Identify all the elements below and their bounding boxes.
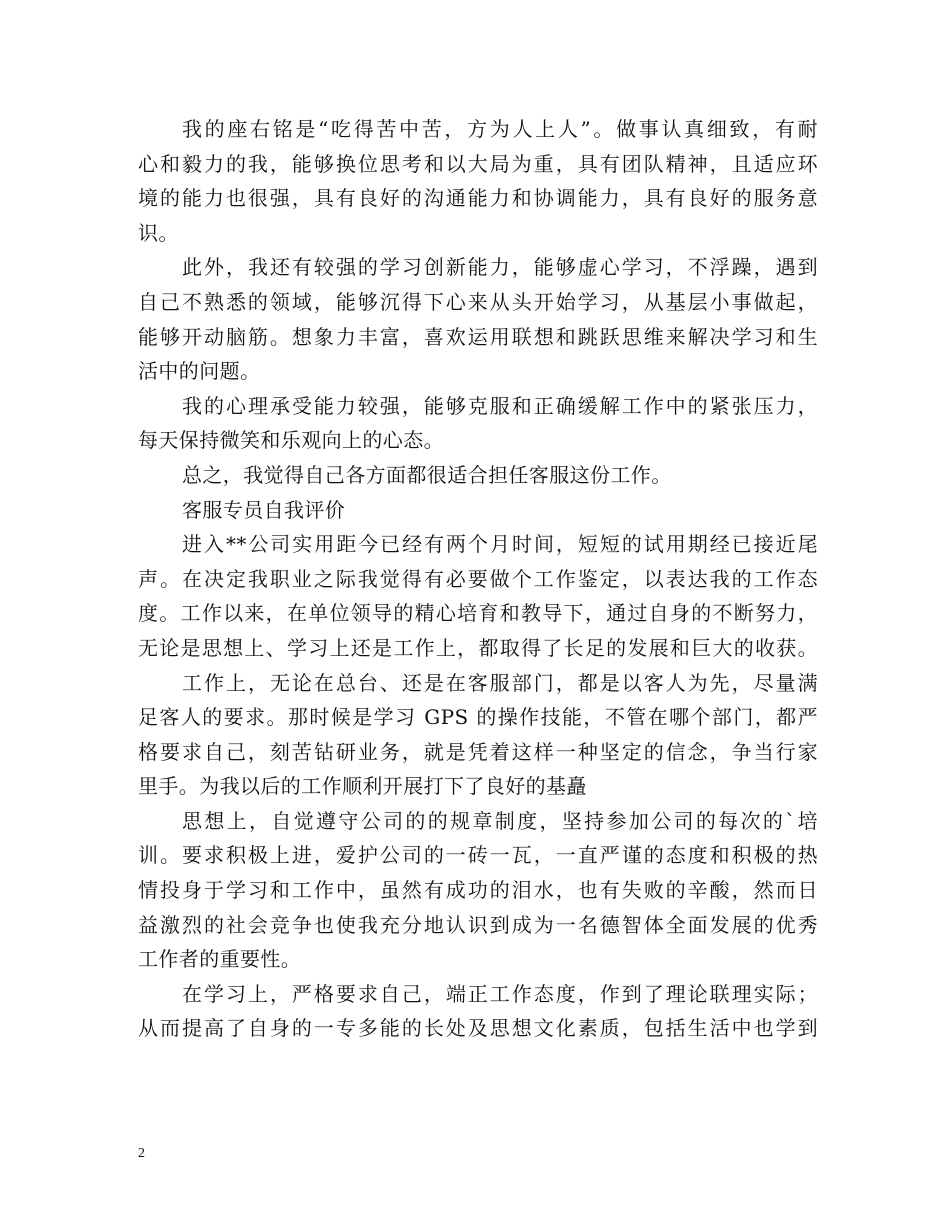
text-line: 自己不熟悉的领域，能够沉得下心来从头开始学习，从基层小事做起， bbox=[138, 289, 818, 314]
text-line: 益激烈的社会竞争也使我充分地认识到成为一名德智体全面发展的优秀 bbox=[138, 912, 818, 937]
text-line: 总之，我觉得自己各方面都很适合担任客服这份工作。 bbox=[182, 462, 672, 487]
text-line: 进入**公司实用距今已经有两个月时间，短短的试用期经已接近尾 bbox=[182, 532, 818, 557]
text-line: 识。 bbox=[138, 220, 179, 245]
text-line: 工作上，无论在总台、还是在客服部门，都是以客人为先，尽量满 bbox=[182, 670, 818, 695]
text-line: 思想上，自觉遵守公司的的规章制度，坚持参加公司的每次的`培 bbox=[182, 808, 818, 833]
text-line: 情投身于学习和工作中，虽然有成功的泪水，也有失败的辛酸，然而日 bbox=[138, 878, 818, 903]
text-line: 度。工作以来，在单位领导的精心培育和教导下，通过自身的不断努力， bbox=[138, 601, 818, 626]
text-line: 活中的问题。 bbox=[138, 359, 261, 384]
text-line: 训。要求积极上进，爱护公司的一砖一瓦，一直严谨的态度和积极的热 bbox=[138, 843, 818, 868]
text-line: 境的能力也很强，具有良好的沟通能力和协调能力，具有良好的服务意 bbox=[138, 186, 818, 211]
text-line: 工作者的重要性。 bbox=[138, 947, 302, 972]
text-line: 我的座右铭是“吃得苦中苦，方为人上人”。做事认真细致，有耐 bbox=[182, 117, 818, 141]
text-line: 无论是思想上、学习上还是工作上，都取得了长足的发展和巨大的收获。 bbox=[138, 635, 818, 660]
text-line: 此外，我还有较强的学习创新能力，能够虚心学习，不浮躁，遇到 bbox=[182, 255, 818, 280]
text-line: 足客人的要求。那时候是学习 GPS 的操作技能，不管在哪个部门，都严 bbox=[138, 705, 818, 730]
text-line: 在学习上，严格要求自己，端正工作态度，作到了理论联理实际； bbox=[182, 981, 818, 1006]
text-line: 我的心理承受能力较强，能够克服和正确缓解工作中的紧张压力， bbox=[182, 393, 818, 418]
text-line: 里手。为我以后的工作顺利开展打下了良好的基矗 bbox=[138, 774, 587, 799]
text-line: 声。在决定我职业之际我觉得有必要做个工作鉴定，以表达我的工作态 bbox=[138, 566, 818, 591]
text-line: 从而提高了自身的一专多能的长处及思想文化素质，包括生活中也学到 bbox=[138, 1016, 818, 1041]
text-line: 客服专员自我评价 bbox=[182, 497, 346, 522]
page-number: 2 bbox=[138, 1146, 145, 1161]
text-line: 心和毅力的我，能够换位思考和以大局为重，具有团队精神，且适应环 bbox=[138, 151, 818, 176]
text-line: 格要求自己，刻苦钻研业务，就是凭着这样一种坚定的信念，争当行家 bbox=[138, 739, 818, 764]
text-line: 每天保持微笑和乐观向上的心态。 bbox=[138, 428, 444, 453]
text-line: 能够开动脑筋。想象力丰富，喜欢运用联想和跳跃思维来解决学习和生 bbox=[138, 324, 818, 349]
document-body bbox=[138, 112, 818, 1046]
